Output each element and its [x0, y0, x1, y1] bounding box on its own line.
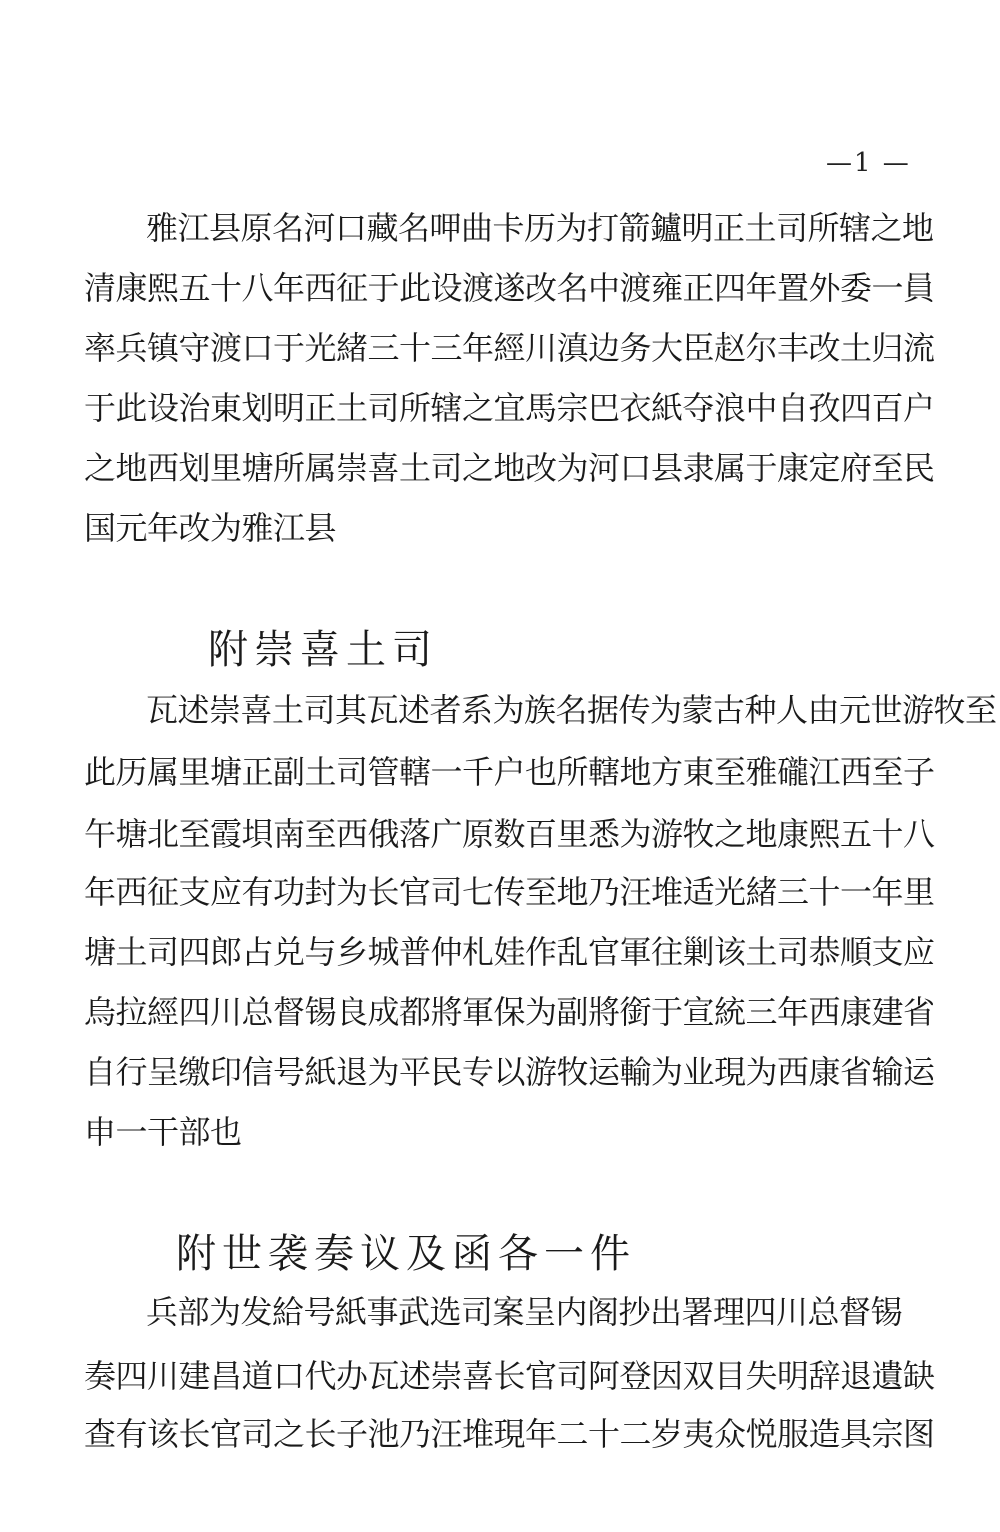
page-number: —1 —: [826, 148, 911, 178]
paragraph-line: 之地西划里塘所属崇喜土司之地改为河口县隶属于康定府至民: [84, 449, 935, 487]
section-heading: 附崇喜土司: [208, 627, 438, 673]
paragraph-line: 兵部为发給号紙事武选司案呈内阁抄出署理四川总督锡: [146, 1293, 903, 1331]
paragraph-line: 清康熙五十八年西征于此设渡遂改名中渡雍正四年置外委一員: [84, 269, 935, 307]
paragraph-line: 瓦述崇喜土司其瓦述者系为族名据传为蒙古种人由元世游牧至: [146, 691, 997, 729]
paragraph-line: 午塘北至霞垻南至西俄落广原数百里悉为游牧之地康熙五十八: [84, 815, 935, 853]
paragraph-line: 年西征支应有功封为长官司七传至地乃汪堆适光緒三十一年里: [84, 873, 935, 911]
paragraph-line: 烏拉經四川总督锡良成都將軍保为副將銜于宣統三年西康建省: [84, 993, 935, 1031]
paragraph-line: 塘土司四郎占兑与乡城普仲札娃作乱官軍往剿该土司恭順支应: [84, 933, 935, 971]
paragraph-line: 国元年改为雅江县: [84, 509, 337, 547]
paragraph-line: 自行呈缴印信号紙退为平民专以游牧运輸为业現为西康省输运: [84, 1053, 935, 1091]
paragraph-line: 奏四川建昌道口代办瓦述崇喜长官司阿登因双目失明辞退遺缺: [84, 1357, 935, 1395]
paragraph-line: 率兵镇守渡口于光緒三十三年經川滇边务大臣赵尔丰改土归流: [84, 329, 935, 367]
paragraph-line: 雅江县原名河口藏名呷曲卡历为打箭鑪明正土司所辖之地: [146, 209, 934, 247]
paragraph-line: 查有该长官司之长子池乃汪堆現年二十二岁夷众悦服造具宗图: [84, 1415, 935, 1453]
paragraph-line: 此历属里塘正副土司管轄一千户也所轄地方東至雅礲江西至子: [84, 753, 935, 791]
paragraph-line: 申一干部也: [84, 1113, 242, 1151]
paragraph-line: 于此设治東划明正土司所辖之宜馬宗巴衣紙夺浪中自孜四百户: [84, 389, 935, 427]
section-heading: 附世袭奏议及函各一件: [176, 1231, 636, 1277]
